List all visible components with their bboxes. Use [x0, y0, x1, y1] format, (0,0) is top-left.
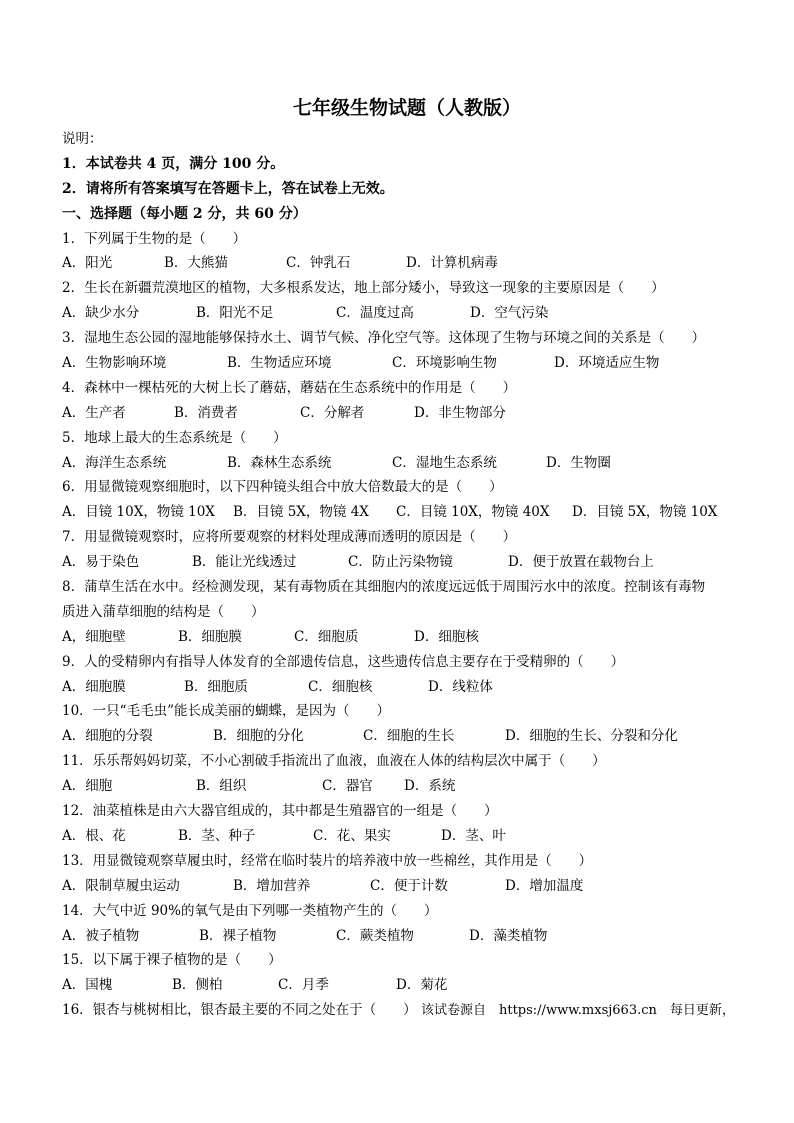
option-c: C．环境影响生物	[392, 355, 497, 372]
option-c: C．防止污染物镜	[348, 554, 453, 571]
instructions-heading: 说明：	[62, 131, 103, 147]
option-c: C．湿地生态系统	[392, 454, 497, 471]
question-8-options	[62, 625, 752, 650]
option-a: A．细胞的分裂	[62, 728, 153, 745]
option-b: B．目镜 5X，物镜 4X	[233, 504, 369, 521]
question-6-options	[62, 500, 752, 525]
option-a: A．生产者	[62, 404, 126, 421]
option-b: B．细胞的分化	[213, 728, 304, 745]
option-a: A．目镜 10X，物镜 10X	[62, 504, 215, 521]
option-b: B．茎、种子	[178, 827, 256, 844]
option-a: A．根、花	[62, 827, 126, 844]
option-a: A．阳光	[62, 255, 113, 272]
question-4: 4．森林中一棵枯死的大树上长了蘑菇，蘑菇在生态系统中的作用是（ ）	[62, 379, 517, 396]
option-d: D．非生物部分	[414, 404, 506, 421]
option-c: C．细胞的生长	[363, 728, 455, 745]
option-c: C．便于计数	[370, 877, 448, 894]
option-b: B．细胞膜	[178, 628, 242, 645]
question-13-options	[62, 874, 752, 899]
option-a: A．国槐	[62, 977, 113, 994]
question-14: 14．大气中近 90%的氧气是由下列哪一类植物产生的（ ）	[62, 902, 438, 919]
option-d: D．系统	[404, 778, 456, 795]
option-b: B．细胞质	[184, 678, 248, 695]
option-d: D．生物圈	[546, 454, 611, 471]
option-d: D．茎、叶	[441, 827, 506, 844]
question-7-options	[62, 550, 752, 575]
option-b: B．生物适应环境	[227, 355, 332, 372]
question-15-options	[62, 973, 752, 998]
option-d: D．目镜 5X，物镜 10X	[572, 504, 718, 521]
option-a: A．缺少水分	[62, 305, 140, 322]
option-b: B．裸子植物	[199, 927, 277, 944]
option-a: A，细胞壁	[62, 628, 126, 645]
option-a: A．海洋生态系统	[62, 454, 167, 471]
question-4-options	[62, 401, 752, 426]
option-c: C．目镜 10X，物镜 40X	[396, 504, 550, 521]
option-c: C．钟乳石	[286, 255, 351, 272]
option-d: D．空气污染	[470, 305, 549, 322]
question-15: 15．以下属于裸子植物的是（ ）	[62, 952, 282, 969]
question-8: 8．蒲草生活在水中。经检测发现，某有毒物质在其细胞内的浓度远远低于周围污水中的浓度。控制该有毒物	[62, 579, 706, 596]
question-10: 10．一只“毛毛虫”能长成美丽的蝴蝶，是因为（ ）	[62, 703, 390, 720]
option-b: B．大熊猫	[164, 255, 228, 272]
question-7: 7．用显微镜观察时，应将所要观察的材料处理成薄而透明的原因是（ ）	[62, 529, 517, 546]
option-d: D．菊花	[396, 977, 448, 994]
option-c: C．分解者	[300, 404, 365, 421]
option-b: B．阳光不足	[196, 305, 274, 322]
question-13: 13．用显微镜观察草履虫时，经常在临时装片的培养液中放一些棉丝，其作用是（ ）	[62, 852, 593, 869]
option-b: B．组织	[196, 778, 247, 795]
section-heading: 一、选择题（每小题 2 分，共 60 分）	[62, 205, 307, 222]
source-note: 该试卷源自 https://www.mxsj663.cn 每日更新，	[420, 1003, 735, 1019]
option-d: D．藻类植物	[469, 927, 548, 944]
question-10-options	[62, 724, 752, 749]
option-d: D．线粒体	[428, 678, 493, 695]
option-d: D．计算机病毒	[406, 255, 498, 272]
question-14-options	[62, 924, 752, 949]
option-d: D．增加温度	[505, 877, 584, 894]
question-1-options	[62, 251, 752, 276]
question-16	[62, 998, 752, 1023]
instruction-2: 2．请将所有答案填写在答题卡上，答在试卷上无效。	[62, 180, 394, 197]
question-12: 12．油菜植株是由六大器官组成的，其中都是生殖器官的一组是（ ）	[62, 803, 498, 820]
option-a: A．细胞	[62, 778, 113, 795]
option-b: B．增加营养	[233, 877, 311, 894]
question-9: 9．人的受精卵内有指导人体发育的全部遗传信息，这些遗传信息主要存在于受精卵的（ ）	[62, 653, 625, 670]
question-8-continued: 质进入蒲草细胞的结构是（ ）	[62, 603, 265, 620]
option-a: A．被子植物	[62, 927, 140, 944]
question-3: 3．湿地生态公园的湿地能够保持水土、调节气候、净化空气等。这体现了生物与环境之间的关系是（ ）	[62, 330, 706, 347]
page-title: 七年级生物试题（人教版）	[292, 97, 521, 119]
exam-page	[62, 95, 752, 1023]
question-1: 1．下列属于生物的是（ ）	[62, 230, 247, 247]
option-c: C．器官	[322, 778, 373, 795]
option-c: C．蕨类植物	[336, 927, 414, 944]
option-c: C．花、果实	[313, 827, 391, 844]
question-2-options	[62, 301, 752, 326]
option-a: A．细胞膜	[62, 678, 126, 695]
option-a: A．易于染色	[62, 554, 140, 571]
option-b: B．能让光线透过	[192, 554, 297, 571]
question-6: 6．用显微镜观察细胞时，以下四种镜头组合中放大倍数最大的是（ ）	[62, 479, 503, 496]
option-c: C．月季	[278, 977, 329, 994]
option-b: B．消费者	[174, 404, 238, 421]
option-d: D．环境适应生物	[554, 355, 660, 372]
option-c: C．温度过高	[336, 305, 414, 322]
option-d: D．便于放置在载物台上	[508, 554, 654, 571]
instruction-1: 1．本试卷共 4 页，满分 100 分。	[62, 155, 285, 172]
option-b: B．侧柏	[172, 977, 223, 994]
option-c: C．细胞核	[308, 678, 373, 695]
question-16-text: 16．银杏与桃树相比，银杏最主要的不同之处在于（ ）	[62, 1002, 417, 1019]
question-3-options	[62, 351, 752, 376]
question-12-options	[62, 824, 752, 849]
option-d: D．细胞的生长、分裂和分化	[505, 728, 678, 745]
question-11-options	[62, 774, 752, 799]
question-list	[62, 227, 752, 999]
option-a: A．生物影响环境	[62, 355, 167, 372]
question-5-options	[62, 451, 752, 476]
option-b: B．森林生态系统	[227, 454, 332, 471]
question-2: 2．生长在新疆荒漠地区的植物，大多根系发达，地上部分矮小，导致这一现象的主要原因是（ ）	[62, 280, 665, 297]
question-11: 11．乐乐帮妈妈切菜，不小心割破手指流出了血液，血液在人体的结构层次中属于（ ）	[62, 753, 606, 770]
question-5: 5．地球上最大的生态系统是（ ）	[62, 429, 287, 446]
option-c: C．细胞质	[294, 628, 359, 645]
option-a: A．限制草履虫运动	[62, 877, 180, 894]
option-d: D．细胞核	[414, 628, 479, 645]
question-9-options	[62, 675, 752, 700]
